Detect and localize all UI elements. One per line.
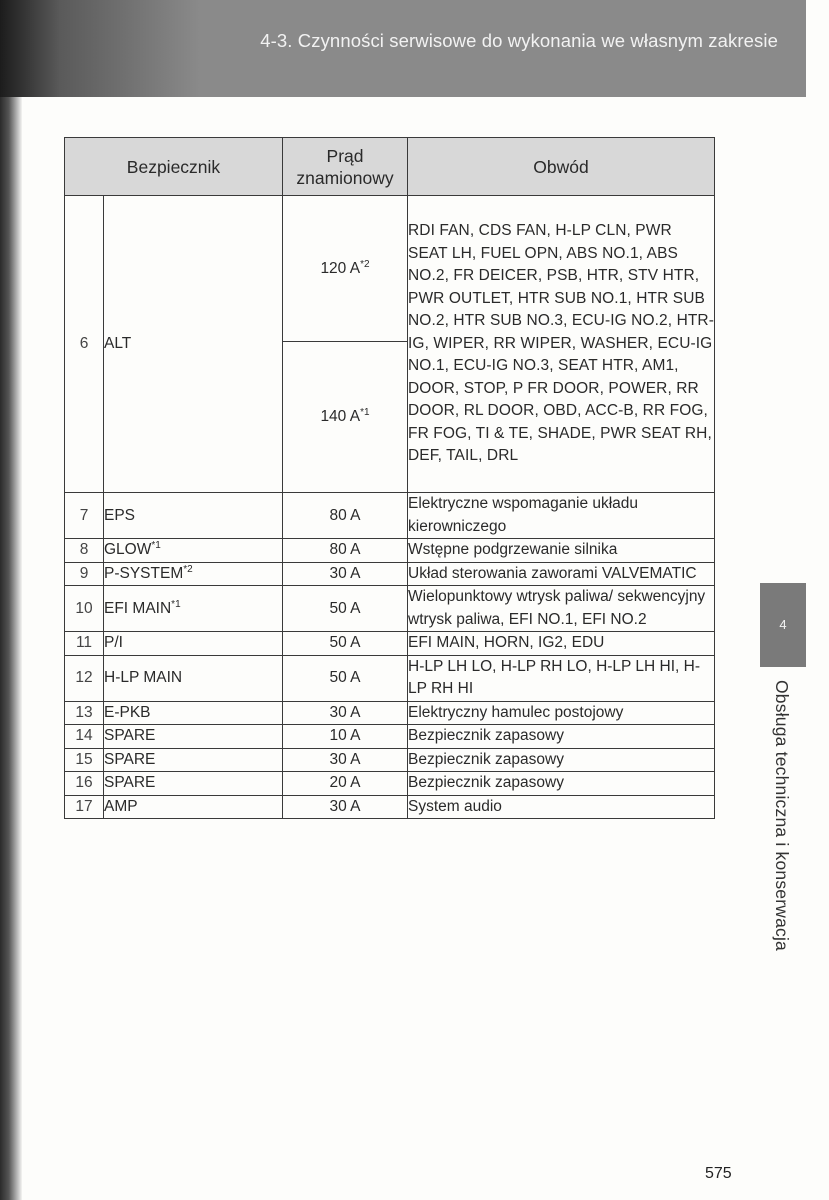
book-spine-shadow bbox=[0, 0, 22, 1200]
rated-current: 30 A bbox=[283, 795, 408, 819]
rated-current: 80 A bbox=[283, 493, 408, 539]
fuse-name bbox=[104, 795, 283, 819]
circuit: System audio bbox=[408, 795, 715, 819]
circuit: H-LP LH LO, H-LP RH LO, H-LP LH HI, H-LP RH HI bbox=[408, 655, 715, 701]
chapter-tab: 4 bbox=[760, 583, 806, 667]
circuit: Wstępne podgrzewanie silnika bbox=[408, 539, 715, 563]
row-number: 16 bbox=[65, 772, 104, 796]
table-header-row bbox=[65, 138, 715, 196]
fuse-name-text: P/I bbox=[104, 634, 123, 652]
row-number: 12 bbox=[65, 655, 104, 701]
row-number: 10 bbox=[65, 586, 104, 632]
rated-current: 30 A bbox=[283, 701, 408, 725]
rated-current: 20 A bbox=[283, 772, 408, 796]
table-row bbox=[65, 772, 715, 796]
row-number: 13 bbox=[65, 701, 104, 725]
footnote-marker: *1 bbox=[360, 407, 370, 418]
section-label: Obsługa techniczna i konserwacja bbox=[772, 680, 792, 951]
rated-current: 50 A bbox=[283, 586, 408, 632]
row-number: 11 bbox=[65, 632, 104, 656]
row-number: 6 bbox=[65, 196, 104, 493]
table-row bbox=[65, 539, 715, 563]
table-row bbox=[65, 586, 715, 632]
rated-current: 50 A bbox=[283, 655, 408, 701]
fuse-name-text: SPARE bbox=[104, 774, 156, 792]
circuit: Elektryczne wspomaganie układu kierowniczego bbox=[408, 493, 715, 539]
fuse-name bbox=[104, 655, 283, 701]
fuse-name-text: AMP bbox=[104, 797, 138, 815]
fuse-name-text: SPARE bbox=[104, 750, 156, 768]
circuit: Bezpiecznik zapasowy bbox=[408, 772, 715, 796]
fuse-name bbox=[104, 586, 283, 632]
footnote-marker: *2 bbox=[360, 258, 370, 270]
fuse-name-text: GLOW bbox=[104, 541, 152, 559]
fuse-name bbox=[104, 562, 283, 586]
fuse-name bbox=[104, 701, 283, 725]
table-row bbox=[65, 795, 715, 819]
fuse-name-text: P-SYSTEM bbox=[104, 564, 184, 582]
footnote-marker: *2 bbox=[183, 563, 193, 575]
table-row bbox=[65, 562, 715, 586]
rated-current: 10 A bbox=[283, 725, 408, 749]
circuit: Bezpiecznik zapasowy bbox=[408, 725, 715, 749]
rated-current-b: 140 $A^{*1}$ bbox=[283, 342, 408, 493]
circuit: Elektryczny hamulec postojowy bbox=[408, 701, 715, 725]
fuse-name bbox=[104, 748, 283, 772]
circuit-list: RDI FAN, CDS FAN, H-LP CLN, PWR SEAT LH, FUEL OPN, ABS NO.1, ABS NO.2, FR DEICER, PSB, HTR, STV HTR, PWR OUTLET, HTR SUB NO.1, HTR SUB NO.2, HTR SUB NO.3, ECU-IG NO.2, HTR-IG, WIPER, RR WIPER, WASHER, ECU-IG NO.1, ECU-IG NO.3, SEAT HTR, AM1, DOOR, STOP, P FR DOOR, POWER, RR DOOR, RL DOOR, OBD, ACC-B, RR FOG, FR FOG, TI & TE, SHADE, PWR SEAT RH, DEF, TAIL, DRL bbox=[408, 196, 715, 493]
fuse-name bbox=[104, 772, 283, 796]
row-number: 14 bbox=[65, 725, 104, 749]
fuse-name-text: H-LP MAIN bbox=[104, 669, 183, 686]
table-row bbox=[65, 748, 715, 772]
header-circuit: Obwód bbox=[408, 138, 715, 196]
header-current: Prąd znamionowy bbox=[283, 138, 408, 196]
table-row bbox=[65, 725, 715, 749]
footnote-marker: *1 bbox=[171, 598, 181, 610]
fuse-table bbox=[64, 137, 715, 819]
rated-current: 30 A bbox=[283, 748, 408, 772]
fuse-name: ALT bbox=[104, 196, 283, 493]
fuse-name bbox=[104, 539, 283, 563]
fuse-name-text: EFI MAIN bbox=[104, 599, 172, 617]
fuse-name-text: SPARE bbox=[104, 727, 156, 745]
row-number: 17 bbox=[65, 795, 104, 819]
chapter-header bbox=[0, 0, 806, 97]
header-fuse: Bezpiecznik bbox=[65, 138, 283, 196]
table-row bbox=[65, 701, 715, 725]
footnote-marker: *1 bbox=[151, 540, 161, 552]
circuit: Bezpiecznik zapasowy bbox=[408, 748, 715, 772]
page-number: 575 bbox=[705, 1165, 732, 1182]
row-number: 9 bbox=[65, 562, 104, 586]
fuse-name bbox=[104, 632, 283, 656]
row-number: 8 bbox=[65, 539, 104, 563]
fuse-name bbox=[104, 493, 283, 539]
fuse-name-text: EPS bbox=[104, 506, 136, 524]
circuit: EFI MAIN, HORN, IG2, EDU bbox=[408, 632, 715, 656]
rated-current-a: 120 $A^{*2}$ bbox=[283, 196, 408, 342]
fuse-name bbox=[104, 725, 283, 749]
rated-current: 50 A bbox=[283, 632, 408, 656]
row-number: 7 bbox=[65, 493, 104, 539]
table-row bbox=[65, 655, 715, 701]
rated-current: 80 A bbox=[283, 539, 408, 563]
row-number: 15 bbox=[65, 748, 104, 772]
table-row-alt-a bbox=[65, 196, 715, 342]
chapter-title: 4-3. Czynności serwisowe do wykonania we własnym zakresie bbox=[260, 30, 778, 51]
table-row bbox=[65, 632, 715, 656]
circuit: Układ sterowania zaworami VALVEMATIC bbox=[408, 562, 715, 586]
fuse-name-text: E-PKB bbox=[104, 703, 151, 721]
rated-current: 30 A bbox=[283, 562, 408, 586]
table-row bbox=[65, 493, 715, 539]
circuit: Wielopunktowy wtrysk paliwa/ sekwencyjny wtrysk paliwa, EFI NO.1, EFI NO.2 bbox=[408, 586, 715, 632]
